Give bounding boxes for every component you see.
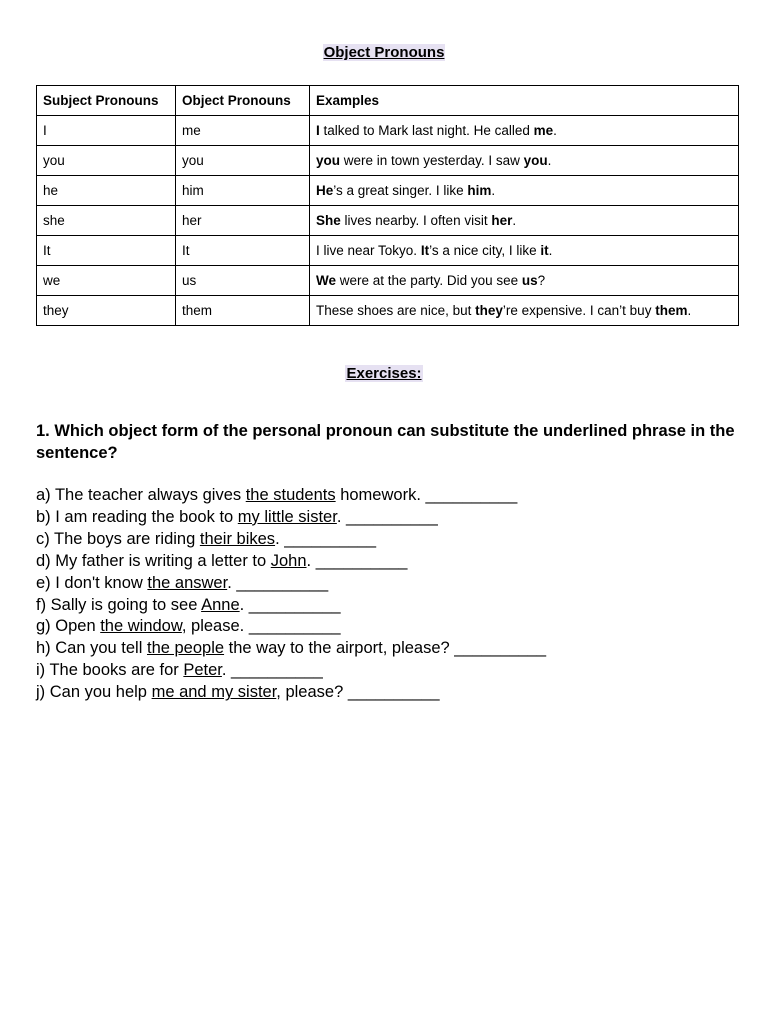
- question-1: 1. Which object form of the personal pronoun can substitute the underlined phrase in the sentence?: [36, 422, 735, 462]
- table-row: [37, 236, 739, 266]
- object-pronoun-cell: It: [176, 236, 310, 266]
- example-text: lives nearby. I often visit: [340, 213, 492, 228]
- example-bold-pronoun: him: [467, 183, 492, 198]
- subject-pronoun-cell: you: [37, 146, 176, 176]
- item-text-before: j) Can you help: [36, 683, 152, 702]
- table-row: [37, 206, 739, 236]
- exercise-item: [36, 682, 736, 704]
- subject-pronoun-cell: we: [37, 266, 176, 296]
- exercise-item: [36, 660, 736, 682]
- underlined-phrase: the window: [100, 617, 182, 636]
- subject-pronoun-cell: I: [37, 116, 176, 146]
- example-text: .: [553, 123, 557, 138]
- underlined-phrase: my little sister: [237, 507, 337, 526]
- exercise-item: [36, 616, 736, 638]
- example-bold-pronoun: them: [655, 303, 688, 318]
- table-row: [37, 296, 739, 326]
- example-text: were at the party. Did you see: [336, 273, 522, 288]
- object-pronoun-cell: me: [176, 116, 310, 146]
- object-pronoun-cell: him: [176, 176, 310, 206]
- item-text-before: f) Sally is going to see: [36, 595, 202, 614]
- example-bold-pronoun: We: [316, 273, 337, 288]
- example-text: ’s a nice city, I like: [429, 243, 541, 258]
- table-row: [37, 146, 739, 176]
- exercise-item: [36, 551, 736, 573]
- exercise-item: [36, 595, 736, 617]
- title-block: [0, 44, 768, 62]
- item-text-after: . __________: [221, 661, 323, 680]
- example-text: These shoes are nice, but: [316, 303, 476, 318]
- item-text-before: c) The boys are riding: [36, 529, 200, 548]
- example-text: talked to Mark last night. He called: [319, 123, 534, 138]
- example-bold-pronoun: I: [316, 123, 320, 138]
- table-row: [37, 266, 739, 296]
- exercise-item: [36, 485, 736, 507]
- item-text-before: e) I don't know: [36, 573, 148, 592]
- exercise-item: [36, 529, 736, 551]
- example-bold-pronoun: you: [523, 153, 548, 168]
- example-bold-pronoun: It: [420, 243, 430, 258]
- item-text-before: i) The books are for: [36, 661, 184, 680]
- object-pronoun-cell: her: [176, 206, 310, 236]
- example-bold-pronoun: He: [316, 183, 334, 198]
- item-text-after: . __________: [306, 551, 408, 570]
- item-text-before: b) I am reading the book to: [36, 507, 238, 526]
- underlined-phrase: the answer: [147, 573, 228, 592]
- example-text: ’s a great singer. I like: [333, 183, 468, 198]
- example-text: were in town yesterday. I saw: [340, 153, 524, 168]
- example-cell: [310, 146, 739, 176]
- item-text-after: . __________: [227, 573, 329, 592]
- underlined-phrase: John: [270, 551, 307, 570]
- example-text: .: [547, 153, 552, 168]
- example-bold-pronoun: us: [521, 273, 538, 288]
- exercise-item: [36, 638, 736, 660]
- item-text-after: homework. __________: [335, 486, 518, 504]
- example-text: .: [512, 213, 517, 228]
- subject-pronoun-cell: It: [37, 236, 176, 266]
- underlined-phrase: the people: [146, 639, 225, 658]
- example-bold-pronoun: it: [540, 243, 549, 258]
- exercises-heading-block: [0, 365, 768, 383]
- item-text-before: g) Open: [36, 617, 101, 636]
- example-bold-pronoun: her: [491, 213, 513, 228]
- page-title: Object Pronouns: [323, 44, 445, 61]
- example-cell: [310, 116, 739, 146]
- table-header-row: [37, 86, 739, 116]
- item-text-after: . __________: [275, 529, 376, 548]
- underlined-phrase: the students: [245, 486, 336, 504]
- subject-pronoun-cell: they: [37, 296, 176, 326]
- example-cell: [310, 266, 739, 296]
- exercises-heading: Exercises:: [346, 365, 422, 382]
- example-cell: [310, 176, 739, 206]
- item-text-after: . __________: [336, 507, 438, 526]
- subject-pronoun-cell: she: [37, 206, 176, 236]
- header-examples: Examples: [310, 86, 739, 116]
- item-text-after: , please? __________: [276, 683, 440, 702]
- example-text: .: [491, 183, 496, 198]
- exercise-item: [36, 507, 736, 529]
- item-text-before: a) The teacher always gives: [36, 486, 246, 504]
- underlined-phrase: me and my sister: [151, 683, 277, 702]
- table-body: [37, 116, 739, 326]
- item-text-after: the way to the airport, please? __________: [224, 639, 547, 658]
- item-text-before: d) My father is writing a letter to: [36, 551, 271, 570]
- underlined-phrase: Peter: [183, 661, 222, 680]
- example-text: ?: [537, 273, 546, 288]
- example-cell: [310, 296, 739, 326]
- example-text: .: [687, 303, 692, 318]
- pronouns-table: [36, 85, 739, 326]
- underlined-phrase: Anne: [201, 595, 240, 614]
- item-text-after: . __________: [239, 595, 341, 614]
- example-text: ’re expensive. I can’t buy: [502, 303, 656, 318]
- example-bold-pronoun: they: [475, 303, 503, 318]
- header-subject-pronouns: Subject Pronouns: [37, 86, 176, 116]
- subject-pronoun-cell: he: [37, 176, 176, 206]
- header-object-pronouns: Object Pronouns: [176, 86, 310, 116]
- exercise-items: [36, 485, 736, 704]
- example-bold-pronoun: She: [316, 213, 341, 228]
- example-text: I live near Tokyo.: [316, 243, 421, 258]
- example-text: .: [548, 243, 553, 258]
- example-cell: [310, 206, 739, 236]
- example-bold-pronoun: you: [316, 153, 341, 168]
- item-text-after: , please. __________: [181, 617, 341, 636]
- example-cell: [310, 236, 739, 266]
- object-pronoun-cell: you: [176, 146, 310, 176]
- table-row: [37, 116, 739, 146]
- item-text-before: h) Can you tell: [36, 639, 147, 658]
- exercise-item: [36, 573, 736, 595]
- object-pronoun-cell: us: [176, 266, 310, 296]
- table-row: [37, 176, 739, 206]
- example-bold-pronoun: me: [533, 123, 554, 138]
- underlined-phrase: their bikes: [199, 529, 276, 548]
- object-pronoun-cell: them: [176, 296, 310, 326]
